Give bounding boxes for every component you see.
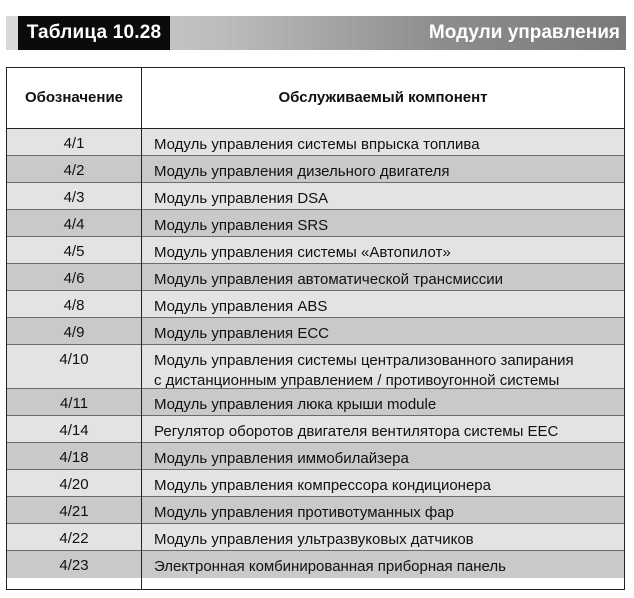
- column-divider: [141, 68, 142, 589]
- table-row: [7, 551, 624, 578]
- table-row: [7, 345, 624, 389]
- cell-designation: 4/23: [59, 557, 89, 574]
- cell-component: Модуль управления системы впрыска топлива: [154, 136, 480, 153]
- table-number-label: Таблица 10.28: [18, 16, 170, 50]
- table-row: [7, 524, 624, 551]
- cell-designation: 4/11: [59, 395, 89, 412]
- cell-designation: 4/9: [63, 324, 85, 341]
- cell-designation: 4/1: [63, 135, 85, 152]
- column-header-component: Обслуживаемый компонент: [278, 89, 488, 106]
- cell-component: Модуль управления ультразвуковых датчиков: [154, 531, 474, 548]
- cell-component: Модуль управления дизельного двигателя: [154, 163, 450, 180]
- table-row: [7, 210, 624, 237]
- control-modules-table: [6, 67, 625, 590]
- cell-designation: 4/6: [63, 270, 85, 287]
- table-row: [7, 318, 624, 345]
- cell-designation: 4/22: [59, 530, 89, 547]
- table-row: [7, 291, 624, 318]
- table-row: [7, 497, 624, 524]
- cell-component: Модуль управления SRS: [154, 217, 329, 234]
- cell-component: Электронная комбинированная приборная панель: [154, 558, 506, 575]
- cell-designation: 4/18: [59, 449, 89, 466]
- cell-designation: 4/10: [59, 351, 89, 368]
- table-row: [7, 416, 624, 443]
- cell-component: Модуль управления противотуманных фар: [154, 504, 454, 521]
- table-title: Модули управления: [428, 22, 620, 43]
- cell-designation: 4/21: [59, 503, 89, 520]
- cell-designation: 4/8: [63, 297, 85, 314]
- cell-designation: 4/5: [63, 243, 85, 260]
- table-row: [7, 183, 624, 210]
- cell-component: Регулятор оборотов двигателя вентилятора системы EEC: [154, 423, 559, 440]
- cell-component: Модуль управления системы «Автопилот»: [154, 244, 451, 261]
- table-header-bar: [6, 16, 626, 50]
- cell-designation: 4/3: [63, 189, 85, 206]
- cell-component: Модуль управления иммобилайзера: [154, 450, 409, 467]
- cell-component: Модуль управления ECC: [154, 325, 329, 342]
- cell-component: Модуль управления системы централизованного запирания с дистанционным управлением / противоугонной системы: [154, 352, 574, 389]
- cell-designation: 4/4: [63, 216, 85, 233]
- table-row: [7, 129, 624, 156]
- table-row: [7, 443, 624, 470]
- table-row: [7, 389, 624, 416]
- cell-designation: 4/2: [63, 162, 85, 179]
- table-row: [7, 237, 624, 264]
- table-row: [7, 470, 624, 497]
- cell-designation: 4/20: [59, 476, 89, 493]
- cell-component: Модуль управления компрессора кондиционера: [154, 477, 491, 494]
- table-row: [7, 264, 624, 291]
- table-row: [7, 156, 624, 183]
- cell-component: Модуль управления DSA: [154, 190, 329, 207]
- column-header-code: Обозначение: [24, 89, 124, 106]
- cell-component: Модуль управления люка крыши module: [154, 396, 437, 413]
- cell-designation: 4/14: [59, 422, 89, 439]
- table-head: [7, 68, 624, 129]
- cell-component: Модуль управления автоматической трансмиссии: [154, 271, 503, 288]
- cell-component: Модуль управления ABS: [154, 298, 328, 315]
- table-body: [7, 129, 624, 578]
